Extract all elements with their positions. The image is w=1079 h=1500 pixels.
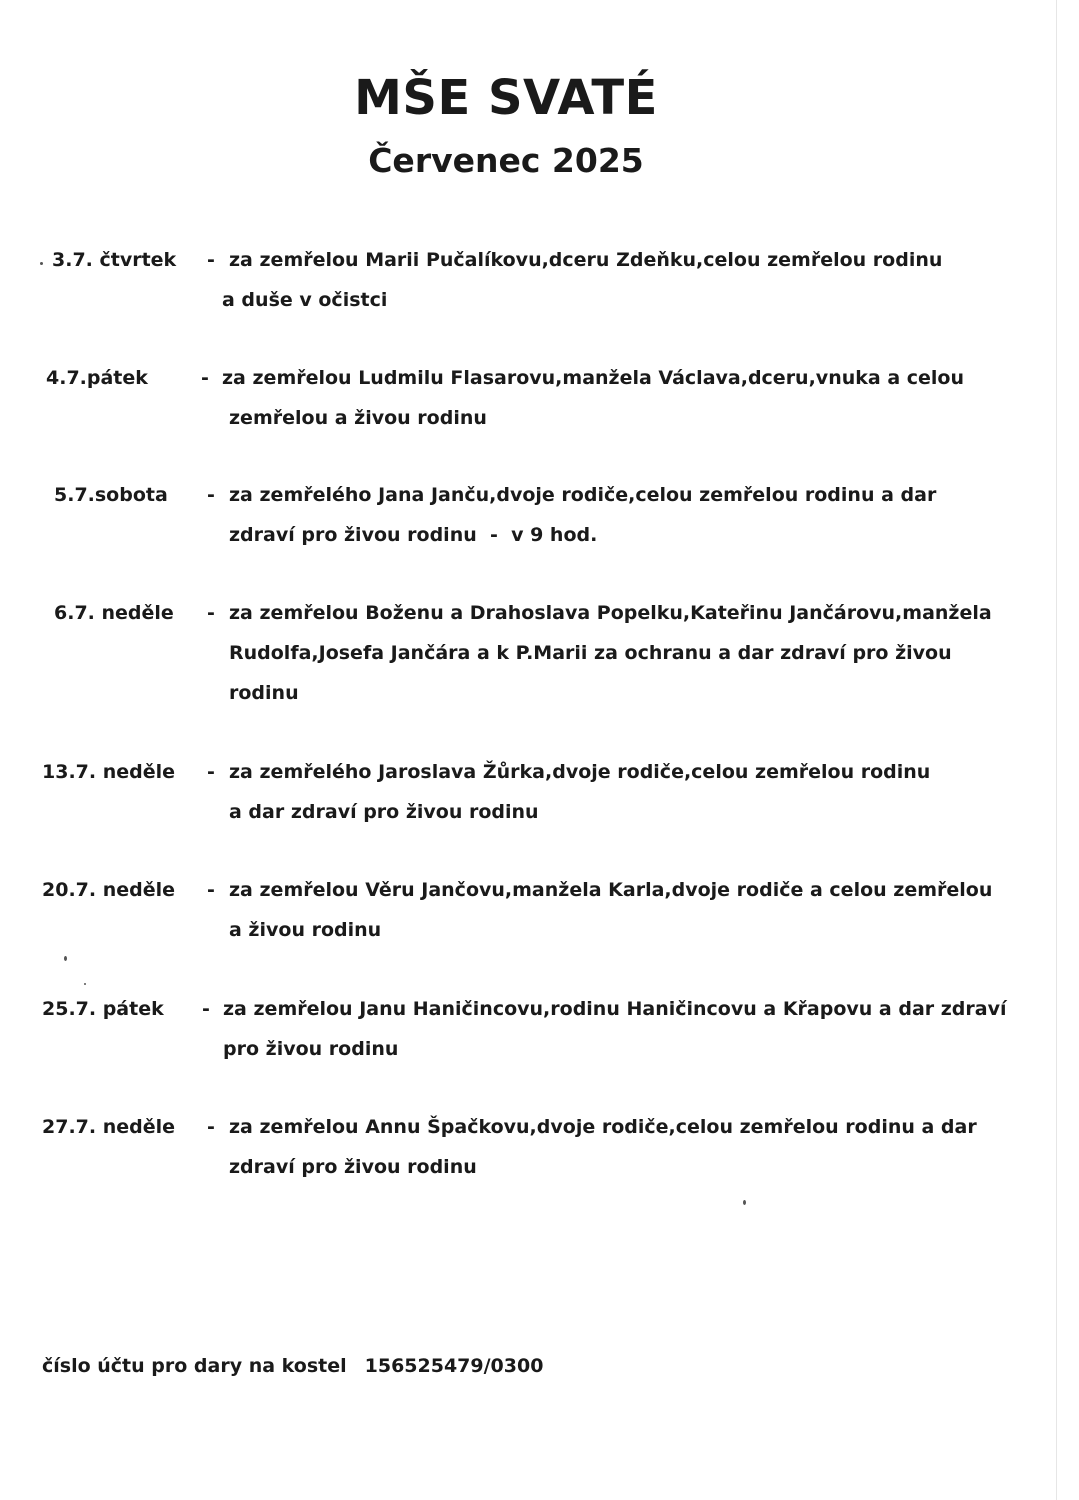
account-number: 156525479/0300 xyxy=(364,1355,544,1377)
scan-speck xyxy=(84,983,86,985)
entry-dash: - xyxy=(201,367,209,389)
scan-edge xyxy=(1056,0,1057,1500)
entry-dash: - xyxy=(207,249,215,271)
entry-intention xyxy=(229,1107,989,1187)
scan-speck xyxy=(743,1200,746,1205)
entry-intention xyxy=(223,989,1007,1069)
intention-line: za zemřelého Jana Janču,dvoje rodiče,celou zemřelou rodinu a dar xyxy=(229,484,937,506)
page-title: MŠE SVATÉ xyxy=(354,70,658,126)
intention-line: pro živou rodinu xyxy=(223,1038,399,1060)
entry-date: 6.7. neděle xyxy=(54,602,174,624)
entry-dash: - xyxy=(207,879,215,901)
intention-line: za zemřelého Jaroslava Žůrka,dvoje rodiče,celou zemřelou rodinu xyxy=(229,761,931,783)
entry-intention xyxy=(229,752,989,832)
entry-intention xyxy=(222,358,982,438)
entry-dash: - xyxy=(202,998,210,1020)
intention-line: za zemřelou Annu Špačkovu,dvoje rodiče,celou zemřelou rodinu a dar xyxy=(229,1116,977,1138)
entry-date: 3.7. čtvrtek xyxy=(52,249,177,271)
entry-dash: - xyxy=(207,484,215,506)
account-footer xyxy=(42,1346,543,1386)
entry-dash: - xyxy=(207,602,215,624)
scan-speck xyxy=(64,956,67,961)
account-label: číslo účtu pro dary na kostel xyxy=(42,1355,347,1377)
intention-line: Rudolfa,Josefa Jančára a k P.Marii za ochranu a dar zdraví pro živou xyxy=(229,642,952,664)
intention-line: a živou rodinu xyxy=(229,919,382,941)
intention-line: zdraví pro živou rodinu xyxy=(229,1156,477,1178)
intention-line: za zemřelou Boženu a Drahoslava Popelku,Kateřinu Jančárovu,manžela xyxy=(229,602,992,624)
entry-date: 20.7. neděle xyxy=(42,879,176,901)
entry-dash: - xyxy=(207,761,215,783)
entry-intention xyxy=(229,593,992,713)
entry-intention xyxy=(229,870,993,950)
scan-speck xyxy=(40,262,43,265)
entry-intention xyxy=(222,240,989,320)
intention-line: za zemřelou Ludmilu Flasarovu,manžela Václava,dceru,vnuka a celou xyxy=(222,367,964,389)
intention-line: rodinu xyxy=(229,682,299,704)
intention-line: za zemřelou Janu Haničincovu,rodinu Haničincovu a Křapovu a dar zdraví xyxy=(223,998,1007,1020)
entry-date: 5.7.sobota xyxy=(54,484,168,506)
entry-date: 4.7.pátek xyxy=(46,367,148,389)
entry-dash: - xyxy=(207,1116,215,1138)
intention-line: za zemřelou Marii Pučalíkovu,dceru Zdeňku,celou zemřelou rodinu xyxy=(229,249,943,271)
intention-line: a dar zdraví pro živou rodinu xyxy=(229,801,539,823)
page-subtitle: Červenec 2025 xyxy=(368,141,644,180)
entry-intention xyxy=(229,475,989,555)
intention-line: zemřelou a živou rodinu xyxy=(229,407,487,429)
intention-line: zdraví pro živou rodinu - v 9 hod. xyxy=(229,524,598,546)
entry-date: 25.7. pátek xyxy=(42,998,164,1020)
intention-line: a duše v očistci xyxy=(222,289,388,311)
intention-line: za zemřelou Věru Jančovu,manžela Karla,dvoje rodiče a celou zemřelou xyxy=(229,879,993,901)
entry-date: 13.7. neděle xyxy=(42,761,176,783)
entry-date: 27.7. neděle xyxy=(42,1116,176,1138)
